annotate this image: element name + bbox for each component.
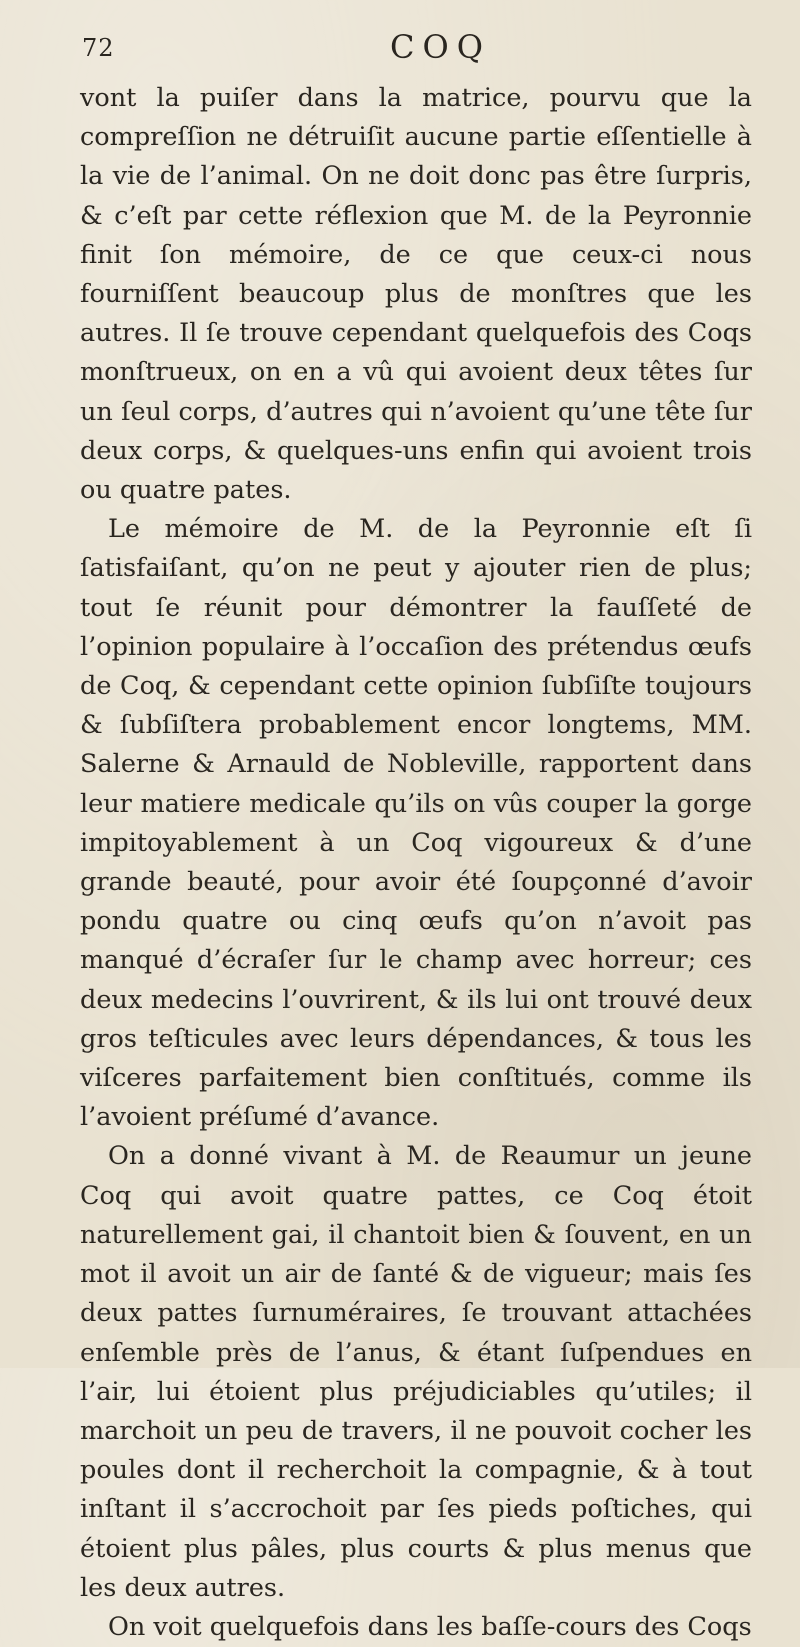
paragraph-4: On voit quelquefois dans les baſſe-cours des Coqs xyxy=(108,1611,752,1642)
running-title: COQ xyxy=(390,28,491,66)
paragraph-2: Le mémoire de M. de la Peyronnie eſt ſi ſatisfaiſant, qu’on ne peut y ajouter rien de plus; tout ſe réunit pour démontrer la fauſſeté de l’opinion populaire à l’occaſion des prétendus œufs de Coq, & cependant cette opinion ſubſiſte toujours & ſubſiſtera probablement encor longtems, MM. Salerne & Arnauld de Nobleville, rapportent dans leur matiere medicale qu’ils on vûs couper la gorge impitoyablement à un Coq vigoureux & d’une grande beauté, pour avoir été ſoupçonné d’avoir pondu quatre ou cinq œufs qu’on n’avoit pas manqué d’écraſer ſur le champ avec horreur; ces deux medecins l’ouvrirent, & ils lui ont trouvé deux gros teſticules avec leurs dépendances, & tous les viſceres parfaitement bien conſtitués, comme ils l’avoient préſumé d’avance. xyxy=(80,514,752,1133)
paragraph-1: vont la puiſer dans la matrice, pourvu que la compreſſion ne détruiſit aucune partie eſſentielle à la vie de l’animal. On ne doit donc pas être ſurpris, & c’eſt par cette réflexion que M. de la Peyronnie finit ſon mémoire, de ce que ceux-ci nous fourniſſent beaucoup plus de monſtres que les autres. Il ſe trouve cependant quelquefois des Coqs monſtrueux, on en a vû qui avoient deux têtes ſur un ſeul corps, d’autres qui n’avoient qu’une tête ſur deux corps, & quelques-uns enfin qui avoient trois ou quatre pates. xyxy=(80,83,752,506)
page-number: 72 xyxy=(82,34,115,62)
running-head xyxy=(0,24,800,74)
body-text xyxy=(80,79,752,1647)
paragraph-3: On a donné vivant à M. de Reaumur un jeune Coq qui avoit quatre pattes, ce Coq étoit naturellement gai, il chantoit bien & ſouvent, en un mot il avoit un air de ſanté & de vigueur; mais ſes deux pattes ſurnuméraires, ſe trouvant attachées enſemble près de l’anus, & étant ſuſpendues en l’air, lui étoient plus préjudiciables qu’utiles; il marchoit un peu de travers, il ne pouvoit cocher les poules dont il recherchoit la compagnie, & à tout inſtant il s’accrochoit par ſes pieds poſtiches, qui étoient plus pâles, plus courts & plus menus que les deux autres. xyxy=(80,1141,752,1603)
